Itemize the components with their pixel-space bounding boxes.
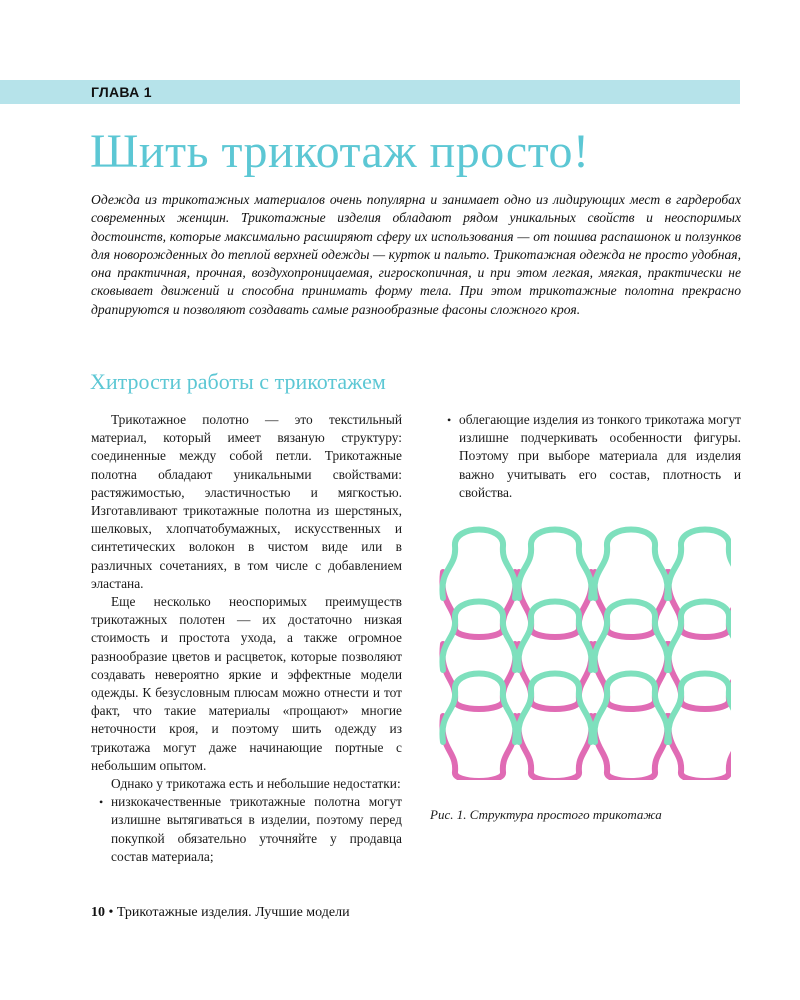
intro-paragraph: Одежда из трикотажных материалов очень популярна и занимает одно из лидирующих мест в гардеробах современных женщин. Трикотажные изделия обладают рядом уникальных свойств и неоспоримых достоинств, которые максимально расширяют сферу их использования — от пошива распашонок и ползунков для новорожденных до теплой верхней одежды — курток и пальто. Трикотажная одежда не просто удобная, она практичная, прочная, воздухопроницаемая, гигроскопичная, и при этом легкая, мягкая, практически не сковывает движений и способна принимать форму тела. При этом трикотажные полотна прекрасно драпируются и позволяют создавать самые разнообразные фасоны сложного кроя. — [91, 192, 741, 317]
knit-structure-figure — [437, 518, 731, 780]
green-loop — [518, 530, 591, 599]
green-loop — [594, 530, 667, 599]
chapter-label: ГЛАВА 1 — [91, 84, 152, 100]
section-title: Хитрости работы с трикотажем — [90, 369, 386, 394]
green-loop — [442, 530, 515, 599]
page-footer — [91, 905, 350, 921]
knit-diagram — [437, 518, 731, 780]
green-loop — [668, 530, 731, 599]
body-paragraph: Трикотажное полотно — это текстильный материал, который имеет вязаную структуру: соединенные между собой петли. Трикотажные полотна обладают уникальными свойствами: растяжимостью, эластичностью и мягкостью. Изготавливают трикотажные полотна из шерстяных, шелковых, хлопчатобумажных, искусственных и синтетических волокон в чистом виде или в различных сочетаниях, в том числе с добавлением эластана. — [91, 412, 402, 591]
list-item: • низкокачественные трикотажные полотна могут излишне вытягиваться в изделии, поэтому перед покупкой обязательно уточняйте у продавца состав материала; — [91, 793, 402, 866]
body-paragraph: Еще несколько неоспоримых преимуществ трикотажных полотен — их достаточно низкая стоимость и простота ухода, а также огромное разнообразие цветов и расцветок, которые позволяют создавать невероятно яркие и эффектные модели одежды. К безусловным плюсам можно отнести и тот факт, что такие материалы «прощают» многие неточности кроя, и поэтому шить одежду из трикотажа могут даже начинающие портные с небольшим опытом. — [91, 594, 402, 773]
bullet-list — [439, 411, 741, 502]
body-paragraph: Однако у трикотажа есть и небольшие недостатки: — [111, 776, 401, 792]
pink-loop — [594, 716, 667, 780]
pink-loop — [442, 716, 515, 780]
pink-loop — [518, 716, 591, 780]
left-column — [91, 411, 402, 866]
book-title: Трикотажные изделия. Лучшие модели — [116, 905, 350, 920]
chapter-bar — [0, 80, 740, 104]
list-item: • облегающие изделия из тонкого трикотажа могут излишне подчеркивать особенности фигуры. Поэтому при выборе материала для изделия важно учитывать его состав, плотность и свойства. — [439, 411, 741, 502]
page-title: Шить трикотаж просто! — [90, 125, 590, 178]
bullet-list — [91, 793, 402, 866]
footer-separator: • — [108, 905, 114, 920]
right-column — [439, 411, 741, 502]
pink-loop — [668, 716, 731, 780]
figure-caption: Рис. 1. Структура простого трикотажа — [430, 807, 662, 822]
page-number: 10 — [91, 905, 105, 920]
